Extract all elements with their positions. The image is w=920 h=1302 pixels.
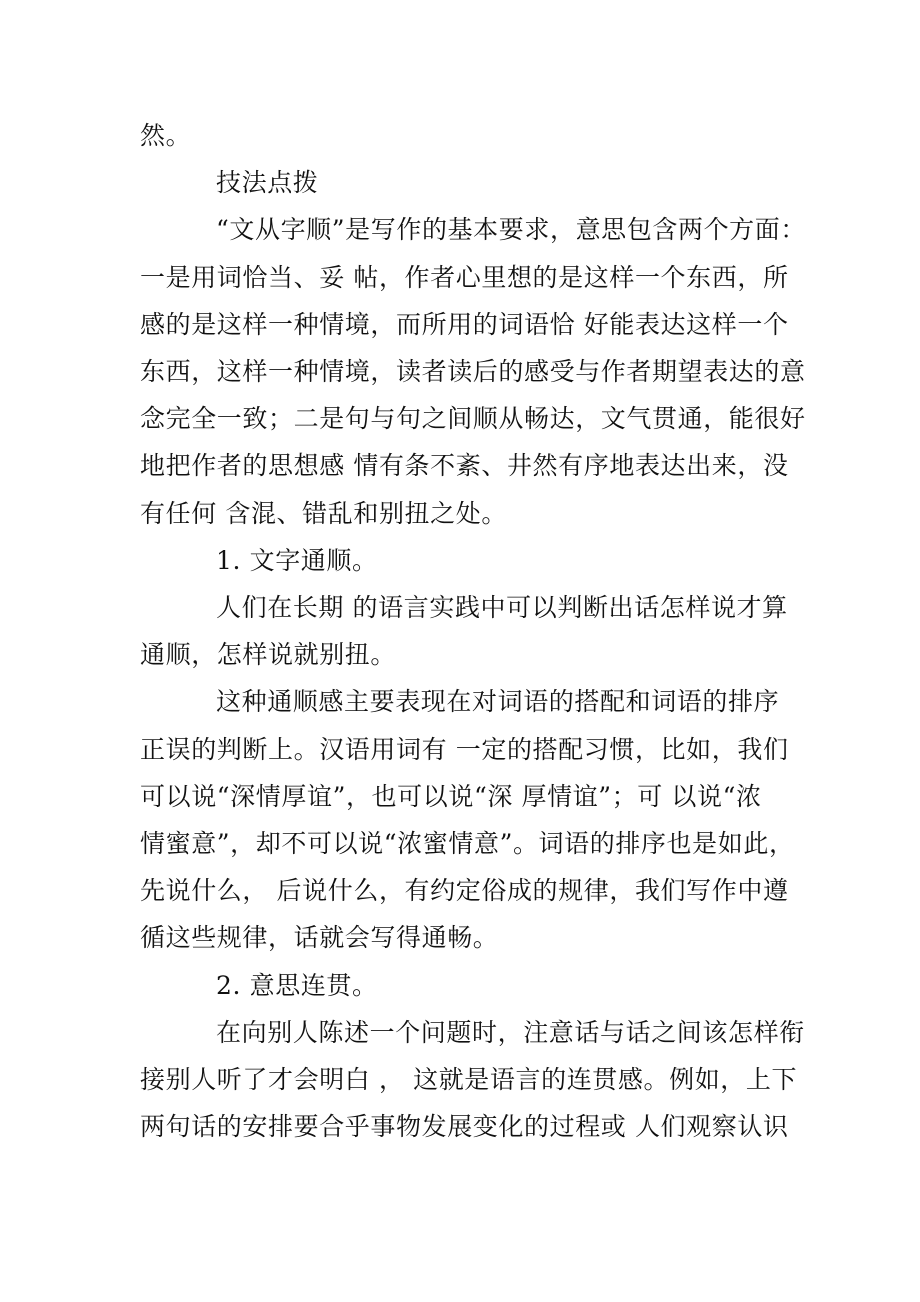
- text-line: 感的是这样一种情境，而所用的词语恰 好能表达这样一个: [140, 309, 789, 339]
- section-heading: 技法点拨: [216, 168, 319, 198]
- text-line: 先说什么， 后说什么，有约定俗成的规律，我们写作中遵: [140, 876, 789, 906]
- text-line: 可以说“深情厚谊”，也可以说“深 厚情谊”；可 以说“浓: [140, 781, 762, 811]
- text-line: 念完全一致；二是句与句之间顺从畅达，文气贯通，能很好: [140, 404, 806, 434]
- text-line: 两句话的安排要合乎事物发展变化的过程或 人们观察认识: [140, 1112, 789, 1142]
- text-line: 情蜜意”，却不可以说“浓蜜情意”。词语的排序也是如此，: [140, 829, 795, 859]
- text-line: 一是用词恰当、妥 帖，作者心里想的是这样一个东西，所: [140, 262, 789, 292]
- document-body: [140, 112, 806, 1150]
- text-line: “文从字顺”是写作的基本要求，意思包含两个方面：: [216, 215, 806, 245]
- text-line: 人们在长期 的语言实践中可以判断出话怎样说才算: [216, 593, 788, 623]
- text-line: 这种通顺感主要表现在对词语的搭配和词语的排序: [216, 687, 780, 717]
- text-line: 东西，这样一种情境，读者读后的感受与作者期望表达的意: [140, 357, 806, 387]
- text-line: 通顺，怎样说就别扭。: [140, 640, 397, 670]
- numbered-heading: 2. 意思连贯。: [216, 970, 378, 1000]
- text-line: 接别人听了才会明白 ， 这就是语言的连贯感。例如，上下: [140, 1065, 798, 1095]
- text-line: 有任何 含混、错乱和别扭之处。: [140, 498, 507, 528]
- text-line: 循这些规律，话就会写得通畅。: [140, 923, 499, 953]
- text-line: 在向别人陈述一个问题时，注意话与话之间该怎样衔: [216, 1017, 805, 1047]
- text-line: 地把作者的思想感 情有条不紊、井然有序地表达出来，没: [140, 451, 789, 481]
- text-line: 正误的判断上。汉语用词有 一定的搭配习惯，比如，我们: [140, 734, 789, 764]
- text-line: 然。: [140, 121, 192, 150]
- numbered-heading: 1. 文字通顺。: [216, 545, 378, 575]
